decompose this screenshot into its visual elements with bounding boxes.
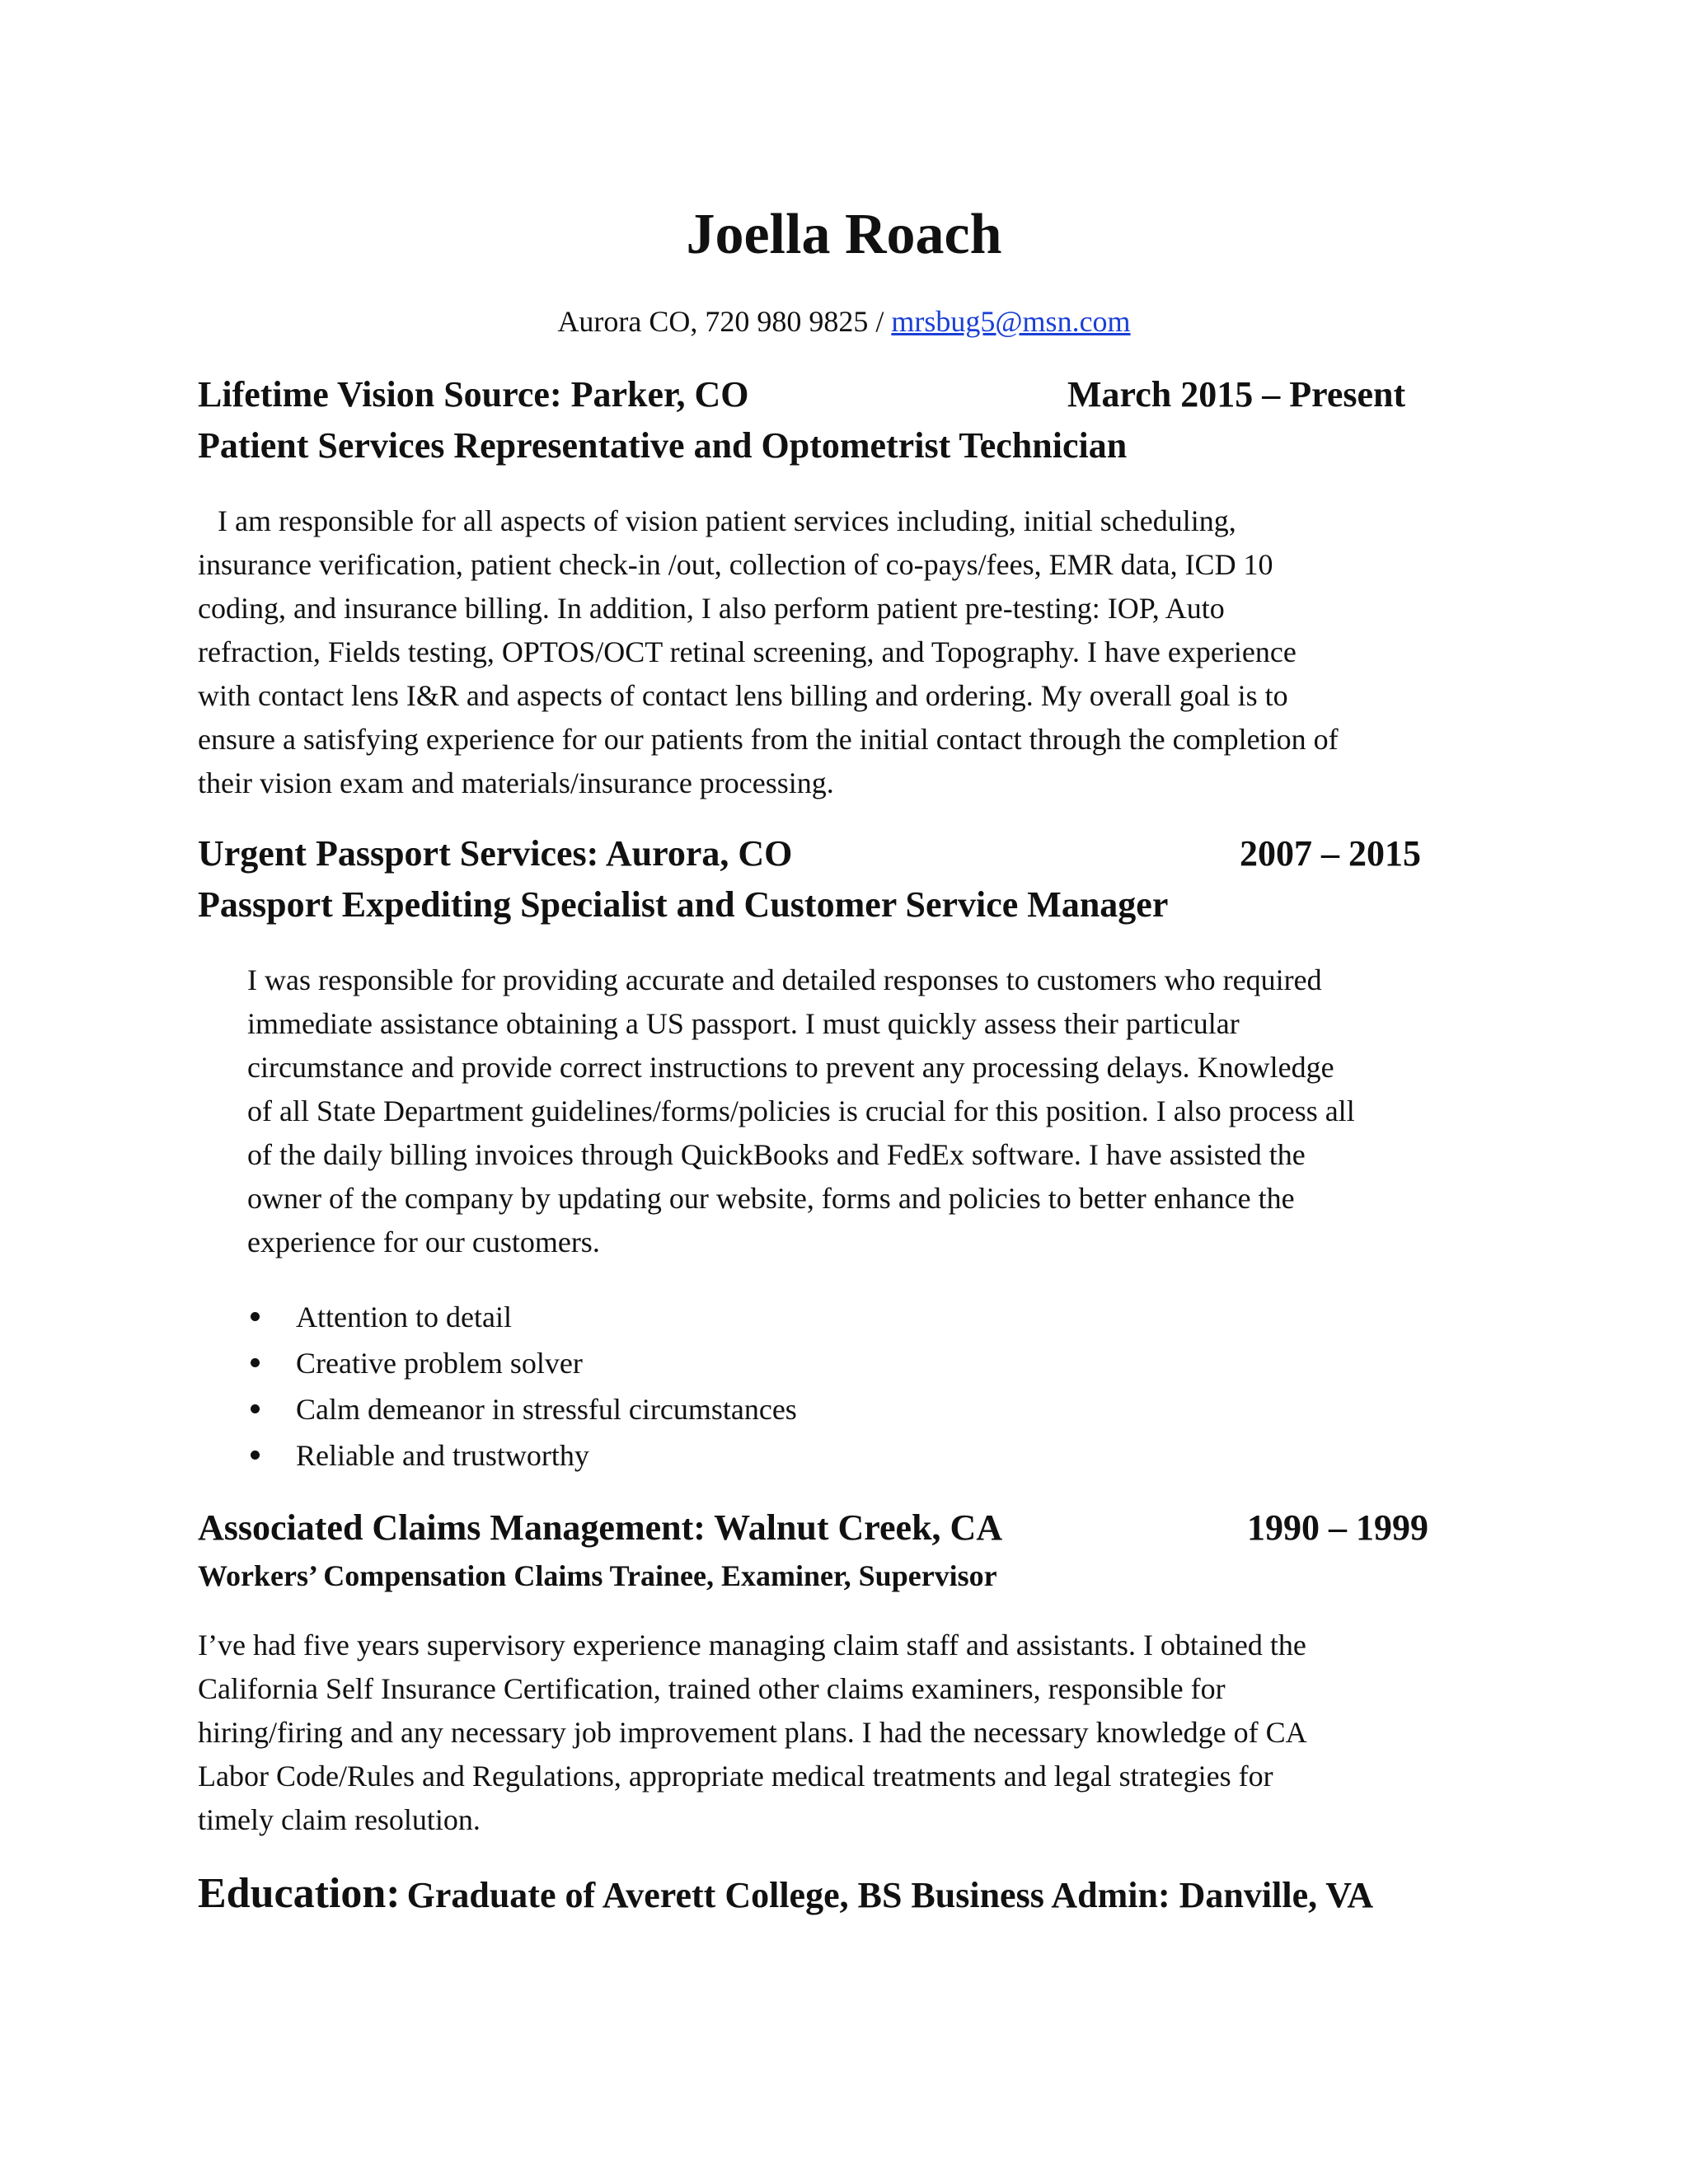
job-employer: Associated Claims Management: Walnut Creek, CA	[198, 1507, 1003, 1548]
job-dates: March 2015 – Present	[1067, 374, 1406, 415]
description-line: insurance verification, patient check-in /out, collection of co-pays/fees, EMR data, ICD 10	[198, 548, 1273, 581]
job-header-urgent-passport	[198, 831, 1451, 928]
list-item	[244, 1432, 797, 1479]
description-line: their vision exam and materials/insurance processing.	[198, 766, 834, 799]
description-line: hiring/firing and any necessary job improvement plans. I had the necessary knowledge of CA	[198, 1716, 1307, 1749]
description-line: experience for our customers.	[247, 1226, 600, 1258]
bullet-icon	[251, 1312, 260, 1321]
contact-location-phone: Aurora CO, 720 980 9825 /	[557, 305, 892, 338]
job-title: Passport Expediting Specialist and Customer Service Manager	[198, 884, 1169, 925]
job-description-urgent-passport	[247, 958, 1355, 1264]
description-line: refraction, Fields testing, OPTOS/OCT retinal screening, and Topography. I have experience	[198, 635, 1296, 668]
job-header-lifetime-vision	[198, 372, 1451, 469]
contact-line	[0, 303, 1688, 340]
education-section	[198, 1869, 1373, 1918]
description-line: I’ve had five years supervisory experience managing claim staff and assistants. I obtained the	[198, 1629, 1306, 1661]
skills-list	[244, 1294, 797, 1479]
job-employer: Lifetime Vision Source: Parker, CO	[198, 374, 749, 415]
list-item	[244, 1340, 797, 1386]
description-line: with contact lens I&R and aspects of contact lens billing and ordering. My overall goal is to	[198, 679, 1288, 712]
job-header-associated-claims	[198, 1505, 1451, 1596]
job-dates: 1990 – 1999	[1247, 1507, 1428, 1548]
description-line: immediate assistance obtaining a US passport. I must quickly assess their particular	[247, 1007, 1240, 1040]
description-line: I am responsible for all aspects of vision patient services including, initial scheduling,	[218, 504, 1236, 537]
candidate-name: Joella Roach	[686, 203, 1002, 266]
description-line: circumstance and provide correct instructions to prevent any processing delays. Knowledge	[247, 1051, 1334, 1084]
education-label: Education:	[198, 1870, 401, 1917]
bullet-icon	[251, 1358, 260, 1367]
description-line: ensure a satisfying experience for our patients from the initial contact through the completion of	[198, 723, 1339, 756]
description-line: owner of the company by updating our website, forms and policies to better enhance the	[247, 1182, 1295, 1215]
skill-label: Reliable and trustworthy	[296, 1439, 589, 1472]
education-detail: Graduate of Averett College, BS Business Admin: Danville, VA	[406, 1875, 1374, 1915]
description-line: Labor Code/Rules and Regulations, appropriate medical treatments and legal strategies for	[198, 1760, 1273, 1793]
email-link[interactable]: mrsbug5@msn.com	[891, 305, 1131, 338]
skill-label: Calm demeanor in stressful circumstances	[296, 1393, 797, 1426]
job-description-lifetime-vision	[198, 499, 1339, 805]
description-line: coding, and insurance billing. In addition, I also perform patient pre-testing: IOP, Auto	[198, 592, 1225, 625]
bullet-icon	[251, 1404, 260, 1413]
skill-label: Creative problem solver	[296, 1347, 583, 1380]
job-employer: Urgent Passport Services: Aurora, CO	[198, 833, 793, 874]
skill-label: Attention to detail	[296, 1301, 512, 1333]
description-line: timely claim resolution.	[198, 1803, 481, 1836]
job-description-associated-claims	[198, 1624, 1307, 1842]
list-item	[244, 1294, 797, 1340]
list-item	[244, 1386, 797, 1432]
bullet-icon	[251, 1451, 260, 1460]
description-line: of all State Department guidelines/forms/policies is crucial for this position. I also process all	[247, 1094, 1355, 1127]
description-line: I was responsible for providing accurate and detailed responses to customers who required	[247, 963, 1322, 996]
description-line: of the daily billing invoices through QuickBooks and FedEx software. I have assisted the	[247, 1138, 1306, 1171]
job-title: Workers’ Compensation Claims Trainee, Examiner, Supervisor	[198, 1559, 997, 1592]
description-line: California Self Insurance Certification, trained other claims examiners, responsible for	[198, 1672, 1226, 1705]
job-dates: 2007 – 2015	[1240, 833, 1421, 874]
job-title: Patient Services Representative and Optometrist Technician	[198, 425, 1128, 466]
